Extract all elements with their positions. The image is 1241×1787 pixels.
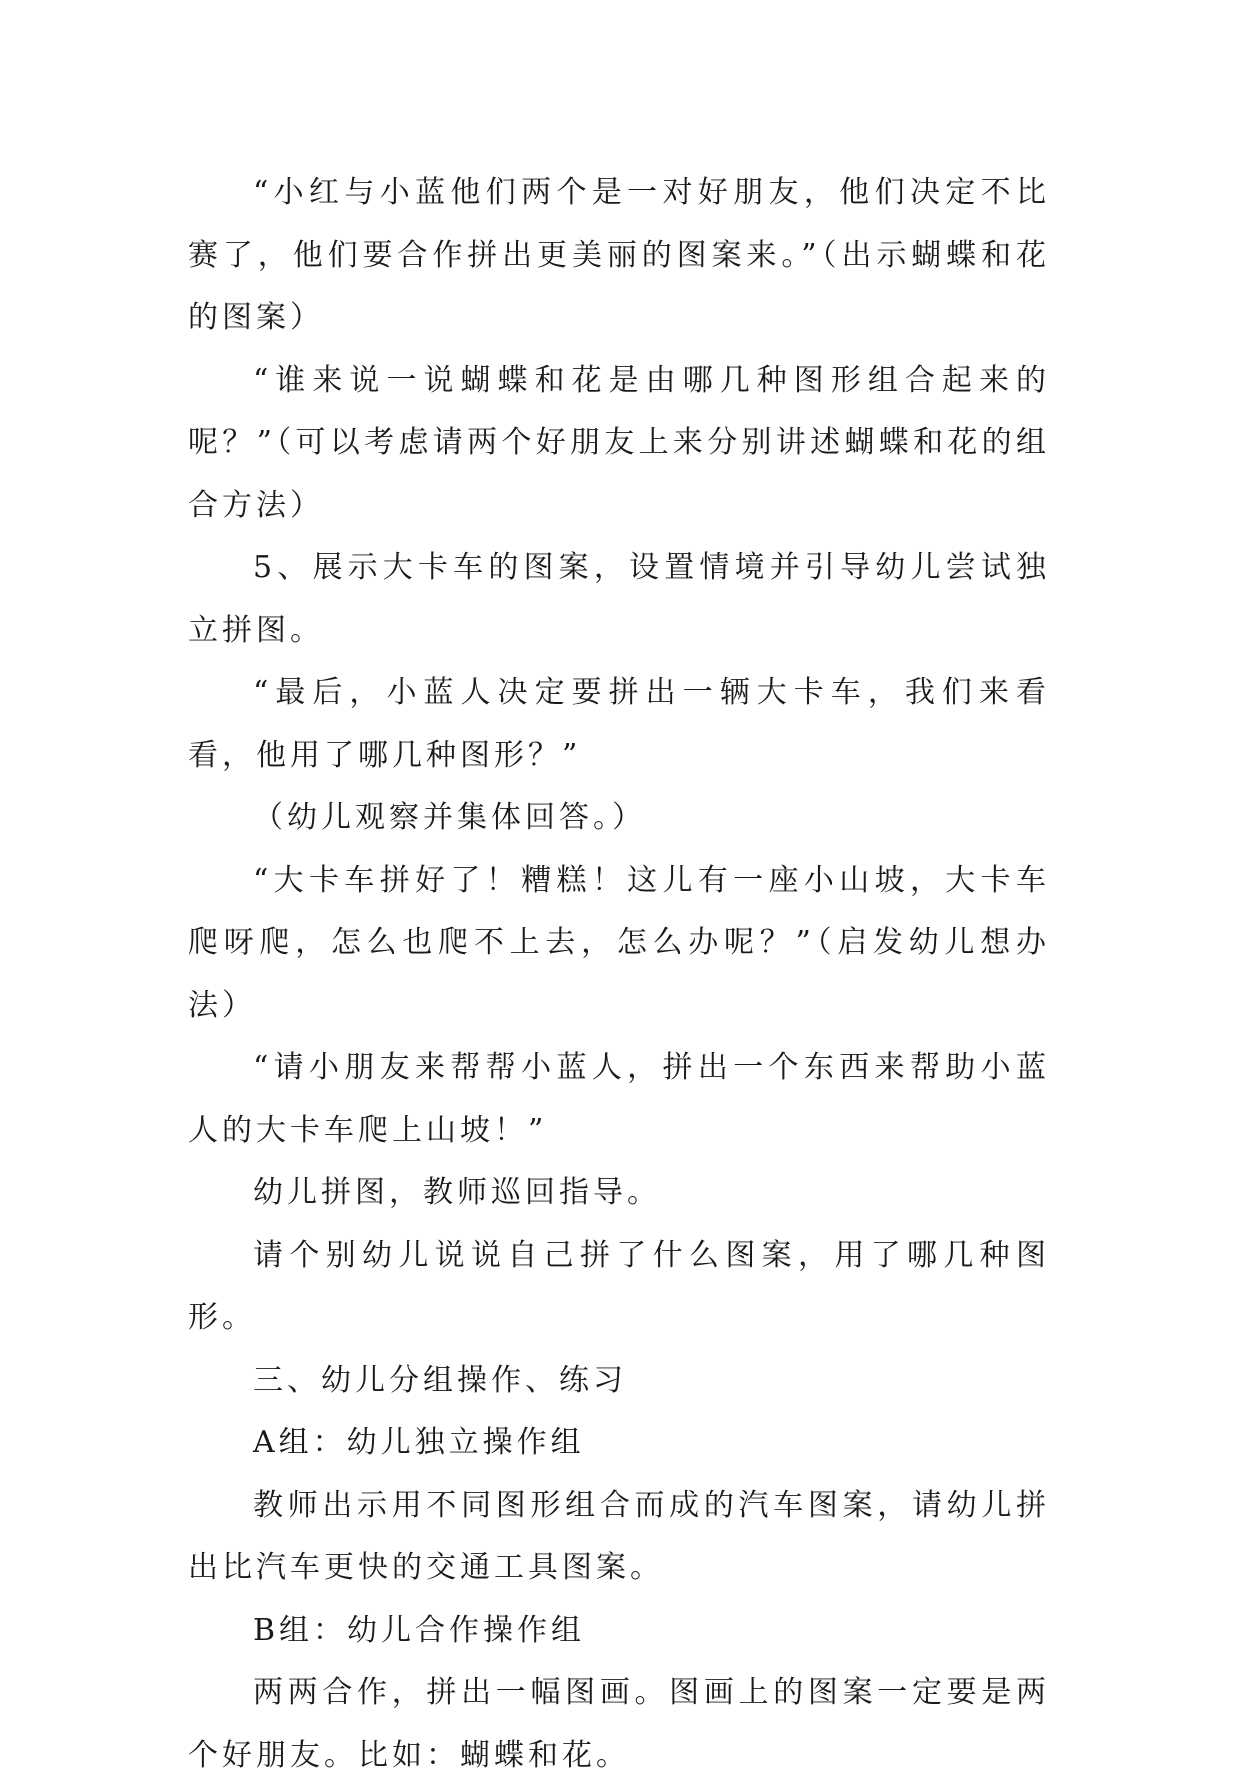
paragraph-shape-question: “谁来说一说蝴蝶和花是由哪几种图形组合起来的呢？”（可以考虑请两个好朋友上来分别讲述蝴蝶和花的组合方法） — [188, 362, 1050, 523]
paragraph-teacher-guide: 幼儿拼图，教师巡回指导。 — [253, 1175, 661, 1210]
paragraph-group-a-task: 教师出示用不同图形组合而成的汽车图案，请幼儿拼出比汽车更快的交通工具图案。 — [188, 1487, 1050, 1585]
paragraph-group-b-task: 两两合作，拼出一幅图画。图画上的图案一定要是两个好朋友。比如：蝴蝶和花。 — [188, 1675, 1050, 1773]
paragraph-truck-question: “最后，小蓝人决定要拼出一辆大卡车，我们来看看，他用了哪几种图形？” — [188, 675, 1050, 773]
paragraph-hill-problem: “大卡车拼好了！糟糕！这儿有一座小山坡，大卡车爬呀爬，怎么也爬不上去，怎么办呢？”（启发幼儿想办法） — [188, 862, 1050, 1023]
group-a-heading: A组：幼儿独立操作组 — [253, 1425, 585, 1460]
paragraph-observe-answer: （幼儿观察并集体回答。） — [253, 800, 646, 835]
document-body — [188, 162, 1050, 1787]
group-b-heading: B组：幼儿合作操作组 — [253, 1612, 586, 1648]
paragraph-help-request: “请小朋友来帮帮小蓝人，拼出一个东西来帮助小蓝人的大卡车爬上山坡！” — [188, 1050, 1050, 1148]
section-heading-group-practice: 三、幼儿分组操作、练习 — [253, 1362, 627, 1398]
paragraph-share: 请个别幼儿说说自己拼了什么图案，用了哪几种图形。 — [188, 1237, 1050, 1335]
paragraph-butterfly-flower-intro: “小红与小蓝他们两个是一对好朋友，他们决定不比赛了，他们要合作拼出更美丽的图案来。”（出示蝴蝶和花的图案） — [188, 175, 1050, 335]
paragraph-step-5: 5、展示大卡车的图案，设置情境并引导幼儿尝试独立拼图。 — [188, 550, 1050, 648]
